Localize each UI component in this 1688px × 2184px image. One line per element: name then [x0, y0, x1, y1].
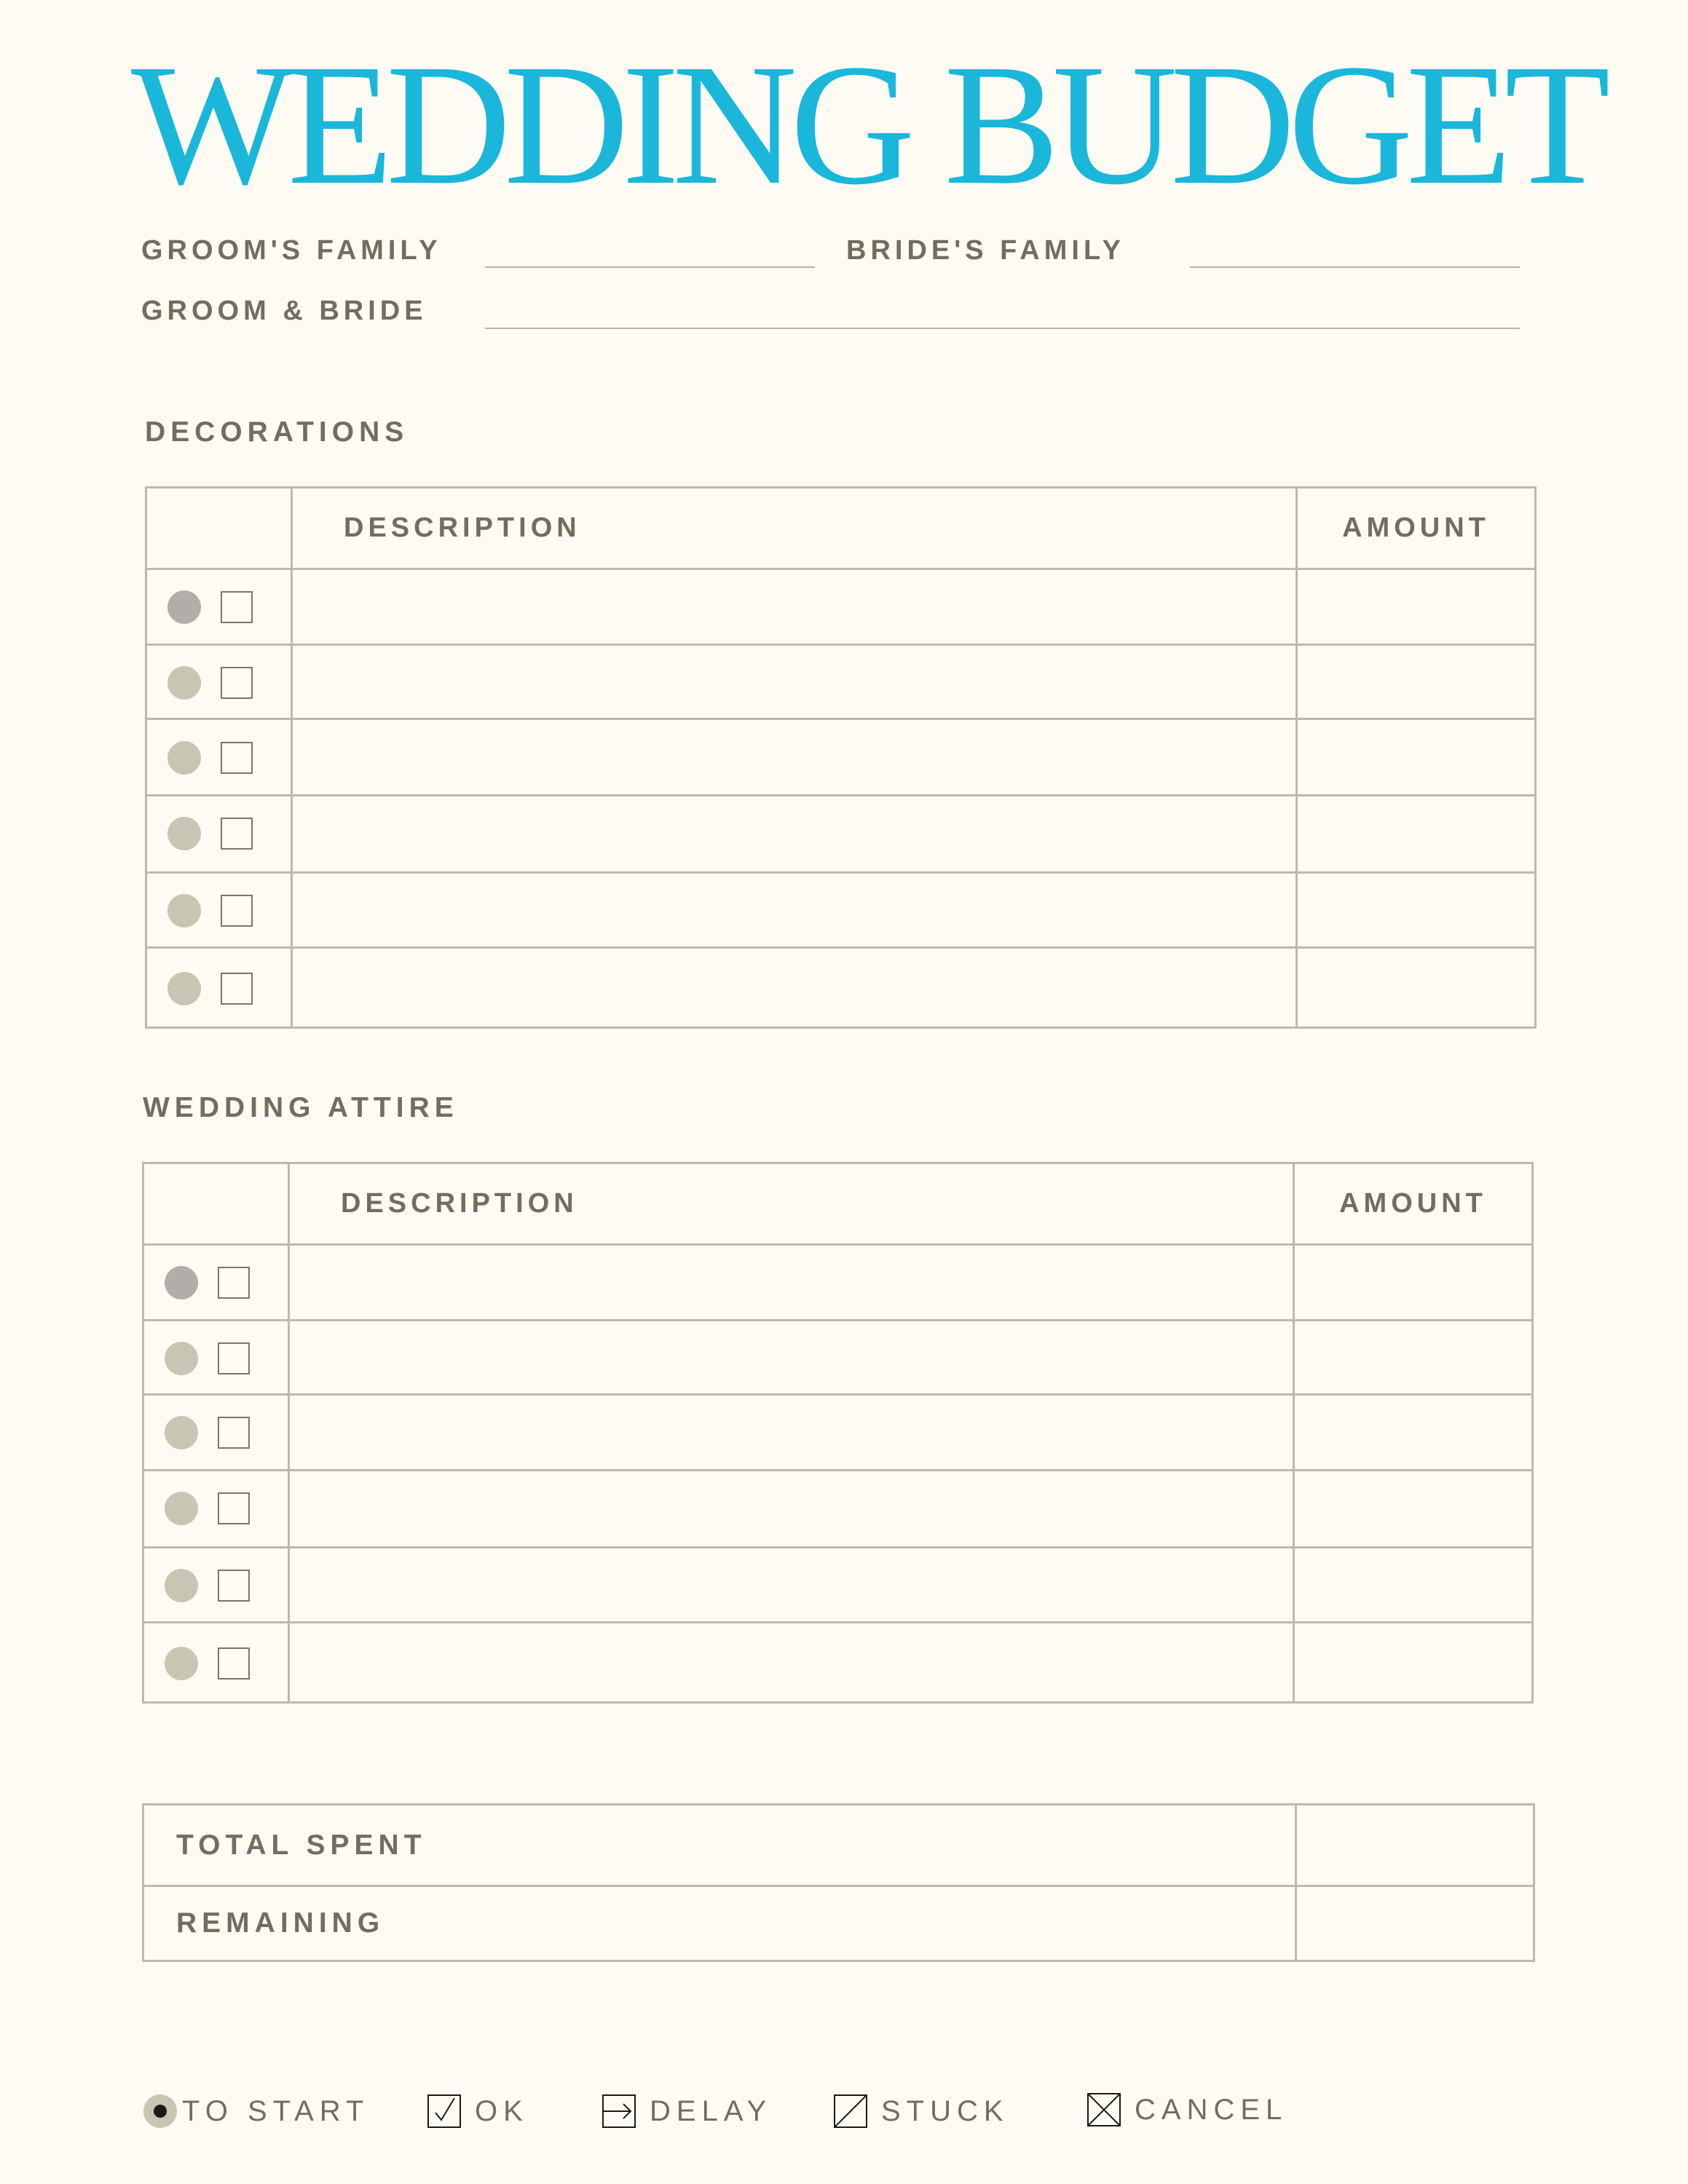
status-cell: [143, 1548, 289, 1623]
description-header: DESCRIPTION: [289, 1163, 1294, 1245]
status-dot-icon: [165, 1647, 198, 1680]
amount-cell[interactable]: [1297, 948, 1536, 1028]
status-dot-icon: [165, 1569, 198, 1602]
description-cell[interactable]: [292, 645, 1297, 719]
checkbox[interactable]: [221, 895, 253, 927]
amount-cell[interactable]: [1294, 1471, 1533, 1548]
wedding-attire-table: [142, 1162, 1534, 1704]
status-header: [146, 488, 292, 569]
checkbox[interactable]: [218, 1417, 250, 1449]
checkbox[interactable]: [221, 818, 253, 850]
description-cell[interactable]: [289, 1321, 1294, 1395]
amount-header: AMOUNT: [1297, 488, 1536, 569]
filled-circle-icon: [143, 2094, 178, 2129]
status-dot-icon: [167, 741, 201, 775]
description-header: DESCRIPTION: [292, 488, 1297, 569]
amount-cell[interactable]: [1294, 1548, 1533, 1623]
arrow-box-icon: [602, 2094, 636, 2129]
x-box-icon: [1086, 2092, 1121, 2127]
legend-delay: [602, 2089, 772, 2133]
description-cell[interactable]: [289, 1395, 1294, 1471]
status-cell: [146, 796, 292, 873]
legend-label: OK: [475, 2094, 529, 2127]
status-dot-icon: [167, 894, 201, 927]
amount-cell[interactable]: [1294, 1395, 1533, 1471]
legend-label: TO START: [182, 2094, 370, 2127]
checkbox[interactable]: [218, 1647, 250, 1679]
status-cell: [146, 873, 292, 948]
amount-cell[interactable]: [1297, 719, 1536, 796]
amount-cell[interactable]: [1297, 796, 1536, 873]
status-cell: [143, 1395, 289, 1471]
status-dot-icon: [167, 972, 201, 1005]
status-cell: [146, 719, 292, 796]
amount-cell[interactable]: [1294, 1245, 1533, 1321]
decorations-title: DECORATIONS: [145, 416, 409, 448]
grooms-family-field[interactable]: [485, 266, 815, 268]
checkbox[interactable]: [221, 591, 253, 623]
status-cell: [146, 948, 292, 1028]
description-cell[interactable]: [289, 1548, 1294, 1623]
groom-and-bride-field[interactable]: [485, 328, 1520, 329]
totals-table: [142, 1803, 1535, 1962]
status-dot-icon: [165, 1492, 198, 1525]
amount-cell[interactable]: [1297, 569, 1536, 645]
checkbox[interactable]: [218, 1267, 250, 1299]
description-cell[interactable]: [289, 1623, 1294, 1703]
legend-label: CANCEL: [1135, 2093, 1288, 2126]
amount-cell[interactable]: [1294, 1623, 1533, 1703]
slash-box-icon: [833, 2094, 868, 2129]
legend-ok: [427, 2089, 529, 2133]
description-cell[interactable]: [292, 719, 1297, 796]
description-cell[interactable]: [292, 569, 1297, 645]
status-dot-icon: [165, 1416, 198, 1449]
status-dot-icon: [167, 590, 201, 624]
status-cell: [143, 1623, 289, 1703]
amount-cell[interactable]: [1297, 873, 1536, 948]
wedding-attire-title: WEDDING ATTIRE: [143, 1092, 459, 1123]
legend-label: DELAY: [650, 2094, 773, 2127]
checkbox[interactable]: [221, 742, 253, 774]
checkbox[interactable]: [218, 1570, 250, 1602]
status-cell: [143, 1245, 289, 1321]
status-cell: [146, 569, 292, 645]
remaining-value[interactable]: [1296, 1886, 1534, 1961]
status-dot-icon: [165, 1266, 198, 1299]
total-spent-value[interactable]: [1296, 1805, 1534, 1886]
brides-family-label: BRIDE'S FAMILY: [846, 235, 1126, 266]
description-cell[interactable]: [289, 1245, 1294, 1321]
description-cell[interactable]: [292, 948, 1297, 1028]
description-cell[interactable]: [292, 796, 1297, 873]
status-dot-icon: [167, 666, 201, 700]
page-title: WEDDING BUDGET: [131, 29, 1604, 221]
status-dot-icon: [167, 817, 201, 850]
legend-to-start: [143, 2089, 369, 2133]
amount-header: AMOUNT: [1294, 1163, 1533, 1245]
total-spent-label: TOTAL SPENT: [143, 1805, 1296, 1886]
groom-and-bride-label: GROOM & BRIDE: [141, 296, 427, 326]
legend-cancel: [1086, 2088, 1287, 2132]
checkbox[interactable]: [221, 973, 253, 1005]
checkbox[interactable]: [218, 1342, 250, 1374]
legend-label: STUCK: [881, 2094, 1009, 2127]
description-cell[interactable]: [292, 873, 1297, 948]
checkbox[interactable]: [221, 667, 253, 699]
checkbox[interactable]: [218, 1492, 250, 1524]
status-header: [143, 1163, 289, 1245]
description-cell[interactable]: [289, 1471, 1294, 1548]
amount-cell[interactable]: [1294, 1321, 1533, 1395]
amount-cell[interactable]: [1297, 645, 1536, 719]
status-cell: [146, 645, 292, 719]
grooms-family-label: GROOM'S FAMILY: [141, 235, 442, 266]
remaining-label: REMAINING: [143, 1886, 1296, 1961]
checkmark-box-icon: [427, 2094, 462, 2129]
legend-stuck: [833, 2089, 1009, 2133]
decorations-table: [145, 486, 1537, 1029]
status-cell: [143, 1471, 289, 1548]
status-cell: [143, 1321, 289, 1395]
status-dot-icon: [165, 1342, 198, 1375]
brides-family-field[interactable]: [1190, 266, 1520, 268]
